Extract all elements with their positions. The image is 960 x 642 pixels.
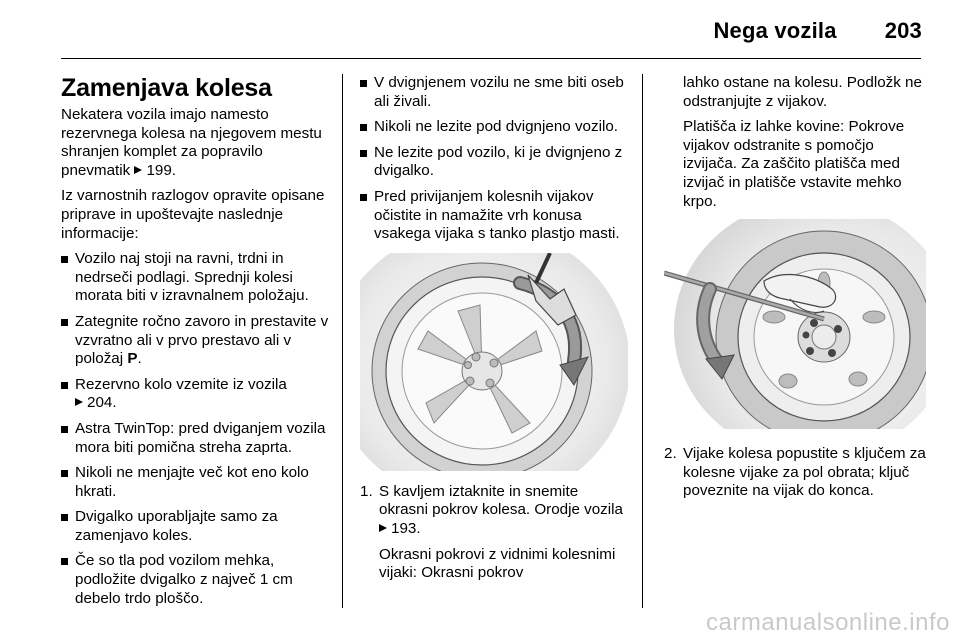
page-ref-arrow-icon [379, 524, 387, 532]
hubcap-removal-drawing [360, 253, 628, 471]
wheel-bolt-loosening-illustration [664, 219, 926, 429]
intro-text: Nekatera vozila imajo namesto rezervnega kolesa na njegovem mestu shranjen komplet za popravilo pnevmatik [61, 106, 322, 179]
tools-ref[interactable]: 193. [391, 519, 421, 537]
section-heading: Zamenjava kolesa [61, 74, 272, 102]
list-item: Vozilo naj stoji na ravni, trdni in nedrseči podlagi. Sprednji kolesi morata biti v izravnalnem položaju. [61, 250, 331, 306]
intro-paragraph [61, 106, 331, 180]
list-item: Dvigalko uporabljajte samo za zamenjavo koles. [61, 508, 331, 545]
list-item: Če so tla pod vozilom mehka, podložite dvigalko z največ 1 cm debelo trdo ploščo. [61, 552, 331, 608]
list-item [61, 376, 331, 413]
safety-list [61, 250, 331, 608]
step-text-body: S kavljem iztaknite in snemite okrasni pokrov kolesa. Orodje vozila [379, 482, 623, 519]
step-number: 2. [664, 445, 677, 463]
step-note: Okrasni pokrovi z vidnimi kolesnimi vijaki: Okrasni pokrov [379, 545, 616, 582]
safety-paragraph: Iz varnostnih razlogov opravite opisane priprave in upoštevajte naslednje informacije: [61, 187, 325, 242]
procedure-steps [664, 445, 926, 501]
wheel-bolt-drawing [664, 219, 926, 429]
header-rule [61, 58, 921, 59]
step-text: Vijake kolesa popustite s ključem za kolesne vijake za pol obrata; ključ poveznite na vijak do konca. [683, 445, 926, 500]
list-item-text: Zategnite ročno zavoro in prestavite v vzvratno ali v prvo prestavo ali v položaj [75, 312, 329, 368]
column-left [61, 74, 331, 615]
hubcap-removal-illustration [360, 253, 628, 471]
column-divider [342, 74, 343, 608]
column-right [664, 74, 926, 508]
page-ref-arrow-icon [75, 398, 83, 406]
intro-ref[interactable]: 199. [146, 161, 177, 179]
page-number: 203 [884, 18, 922, 43]
list-item: V dvignjenem vozilu ne sme biti oseb ali živali. [360, 74, 628, 111]
step-text [379, 483, 628, 539]
step-item [360, 483, 628, 583]
page-header [713, 18, 922, 44]
alloy-wheel-note: Platišča iz lahke kovine: Pokrove vijakov odstranite s pomočjo izvijača. Za zaščito platišča med izvijač in platišče vstavite mehko krpo. [683, 118, 905, 210]
procedure-steps [360, 483, 628, 583]
list-item: Nikoli ne menjajte več kot eno kolo hkrati. [61, 464, 331, 501]
site-watermark: carmanualsonline.info [706, 609, 950, 636]
section-title: Nega vozila [713, 18, 837, 43]
safety-list-continued [360, 74, 628, 244]
step-continuation [664, 74, 926, 211]
column-middle [360, 74, 628, 590]
step-note-continued: lahko ostane na kolesu. Podložk ne odstranjujte z vijakov. [683, 74, 922, 110]
list-item: Pred privijanjem kolesnih vijakov očistite in namažite vrh konusa vsakega vijaka s tanko plastjo masti. [360, 188, 628, 244]
list-item: Zategnite ročno zavoro in prestavite v vzvratno ali v prvo prestavo ali v položaj P. [61, 313, 331, 369]
step-number: 1. [360, 482, 373, 500]
list-item: Nikoli ne lezite pod dvignjeno vozilo. [360, 118, 628, 137]
list-item: Ne lezite pod vozilo, ki je dvignjeno z dvigalko. [360, 144, 628, 181]
page-ref-arrow-icon [134, 166, 142, 174]
step-item [664, 445, 926, 501]
list-item: Astra TwinTop: pred dviganjem vozila mora biti pomična streha zaprta. [61, 420, 331, 457]
spare-wheel-ref[interactable]: 204. [87, 394, 117, 412]
column-divider [642, 74, 643, 608]
list-item-text: Rezervno kolo vzemite iz vozila [75, 375, 287, 393]
gear-position: P [127, 350, 138, 368]
